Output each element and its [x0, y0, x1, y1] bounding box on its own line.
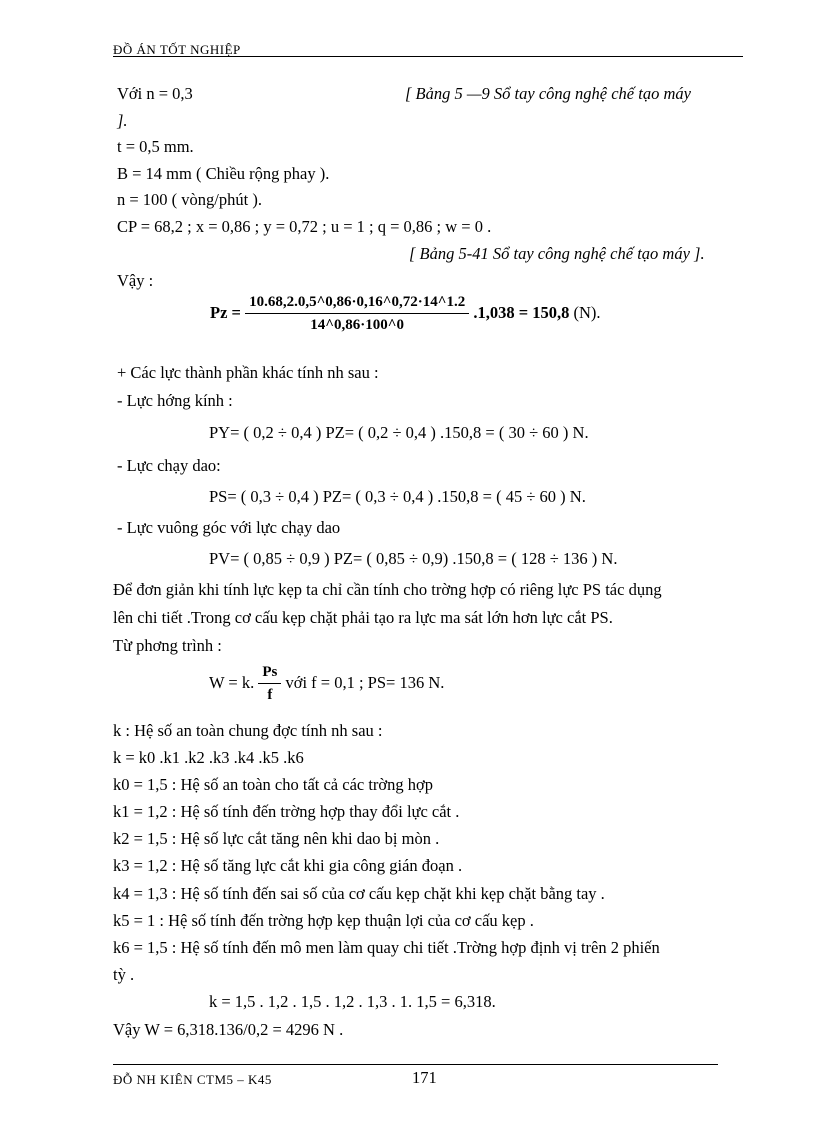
text-line: Vậy W = 6,318.136/0,2 = 4296 N .: [113, 1020, 344, 1039]
text-line: k5 = 1 : Hệ số tính đến trờng hợp kẹp thuận lợi của cơ cấu kẹp .: [113, 911, 534, 930]
formula-w-numerator: Ps: [258, 664, 281, 684]
text-line: n = 100 ( vòng/phút ).: [117, 190, 262, 209]
text-line: Từ phơng trình :: [113, 636, 222, 655]
text-line: k6 = 1,5 : Hệ số tính đến mô men làm quay chi tiết .Trờng hợp định vị trên 2 phiến: [113, 938, 660, 957]
formula-pz-rhs: .1,038 = 150,8: [473, 302, 570, 322]
text-line: Vậy :: [117, 271, 154, 290]
text-line: + Các lực thành phần khác tính nh sau :: [117, 363, 379, 382]
text-line: - Lực chạy dao:: [117, 456, 221, 475]
reference-note: [ Bảng 5 —9 Sổ tay công nghệ chế tạo máy: [405, 84, 691, 103]
reference-note: [ Bảng 5-41 Sổ tay công nghệ chế tạo máy ].: [409, 244, 705, 263]
formula-w: [209, 664, 444, 704]
equation-line: PS= ( 0,3 ÷ 0,4 ) PZ= ( 0,3 ÷ 0,4 ) .150,8 = ( 45 ÷ 60 ) N.: [209, 487, 586, 506]
equation-line: PY= ( 0,2 ÷ 0,4 ) PZ= ( 0,2 ÷ 0,4 ) .150,8 = ( 30 ÷ 60 ) N.: [209, 423, 589, 442]
text-line: Để đơn giản khi tính lực kẹp ta chỉ cần tính cho trờng hợp có riêng lực PS tác dụng: [113, 580, 662, 599]
formula-pz-denominator: 14^0,86·100^0: [310, 317, 404, 333]
text-line: k3 = 1,2 : Hệ số tăng lực cắt khi gia công gián đoạn .: [113, 856, 463, 875]
text-line: k1 = 1,2 : Hệ số tính đến trờng hợp thay đổi lực cắt .: [113, 802, 460, 821]
footer-rule: [113, 1064, 718, 1065]
text-line: t = 0,5 mm.: [117, 137, 194, 156]
text-line: k2 = 1,5 : Hệ số lực cắt tăng nên khi dao bị mòn .: [113, 829, 440, 848]
text-line: k = k0 .k1 .k2 .k3 .k4 .k5 .k6: [113, 748, 304, 767]
page-header-title: ĐỒ ÁN TỐT NGHIỆP: [113, 42, 241, 57]
formula-pz: [210, 294, 601, 334]
text-line: - Lực hớng kính :: [117, 391, 233, 410]
page-number: 171: [412, 1068, 437, 1087]
reference-note-end: ].: [117, 111, 128, 130]
formula-w-denominator: f: [267, 687, 273, 703]
formula-pz-numerator: 10.68,2.0,5^0,86·0,16^0,72·14^1.2: [245, 294, 469, 314]
formula-w-lhs: W = k.: [209, 672, 255, 692]
text-line: k0 = 1,5 : Hệ số an toàn cho tất cả các trờng hợp: [113, 775, 433, 794]
text-line: Với n = 0,3: [117, 84, 193, 103]
formula-pz-unit: (N).: [573, 302, 601, 322]
text-line: B = 14 mm ( Chiều rộng phay ).: [117, 164, 330, 183]
text-line: lên chi tiết .Trong cơ cấu kẹp chặt phải tạo ra lực ma sát lớn hơn lực cắt PS.: [113, 608, 613, 627]
text-line: k4 = 1,3 : Hệ số tính đến sai số của cơ cấu kẹp chặt khi kẹp chặt bằng tay .: [113, 884, 605, 903]
text-line: tỳ .: [113, 965, 135, 984]
footer-author: ĐỖ NH KIÊN CTM5 – K45: [113, 1072, 272, 1087]
equation-line: PV= ( 0,85 ÷ 0,9 ) PZ= ( 0,85 ÷ 0,9) .150,8 = ( 128 ÷ 136 ) N.: [209, 549, 618, 568]
coefficients-line: CP = 68,2 ; x = 0,86 ; y = 0,72 ; u = 1 ; q = 0,86 ; w = 0 .: [117, 217, 492, 236]
text-line: - Lực vuông góc với lực chạy dao: [117, 518, 341, 537]
formula-pz-lhs: Pz =: [210, 302, 241, 322]
equation-line: k = 1,5 . 1,2 . 1,5 . 1,2 . 1,3 . 1. 1,5 = 6,318.: [209, 992, 496, 1011]
formula-w-rhs: với f = 0,1 ; PS= 136 N.: [285, 672, 445, 692]
text-line: k : Hệ số an toàn chung đợc tính nh sau :: [113, 721, 383, 740]
header-rule: [113, 56, 743, 57]
